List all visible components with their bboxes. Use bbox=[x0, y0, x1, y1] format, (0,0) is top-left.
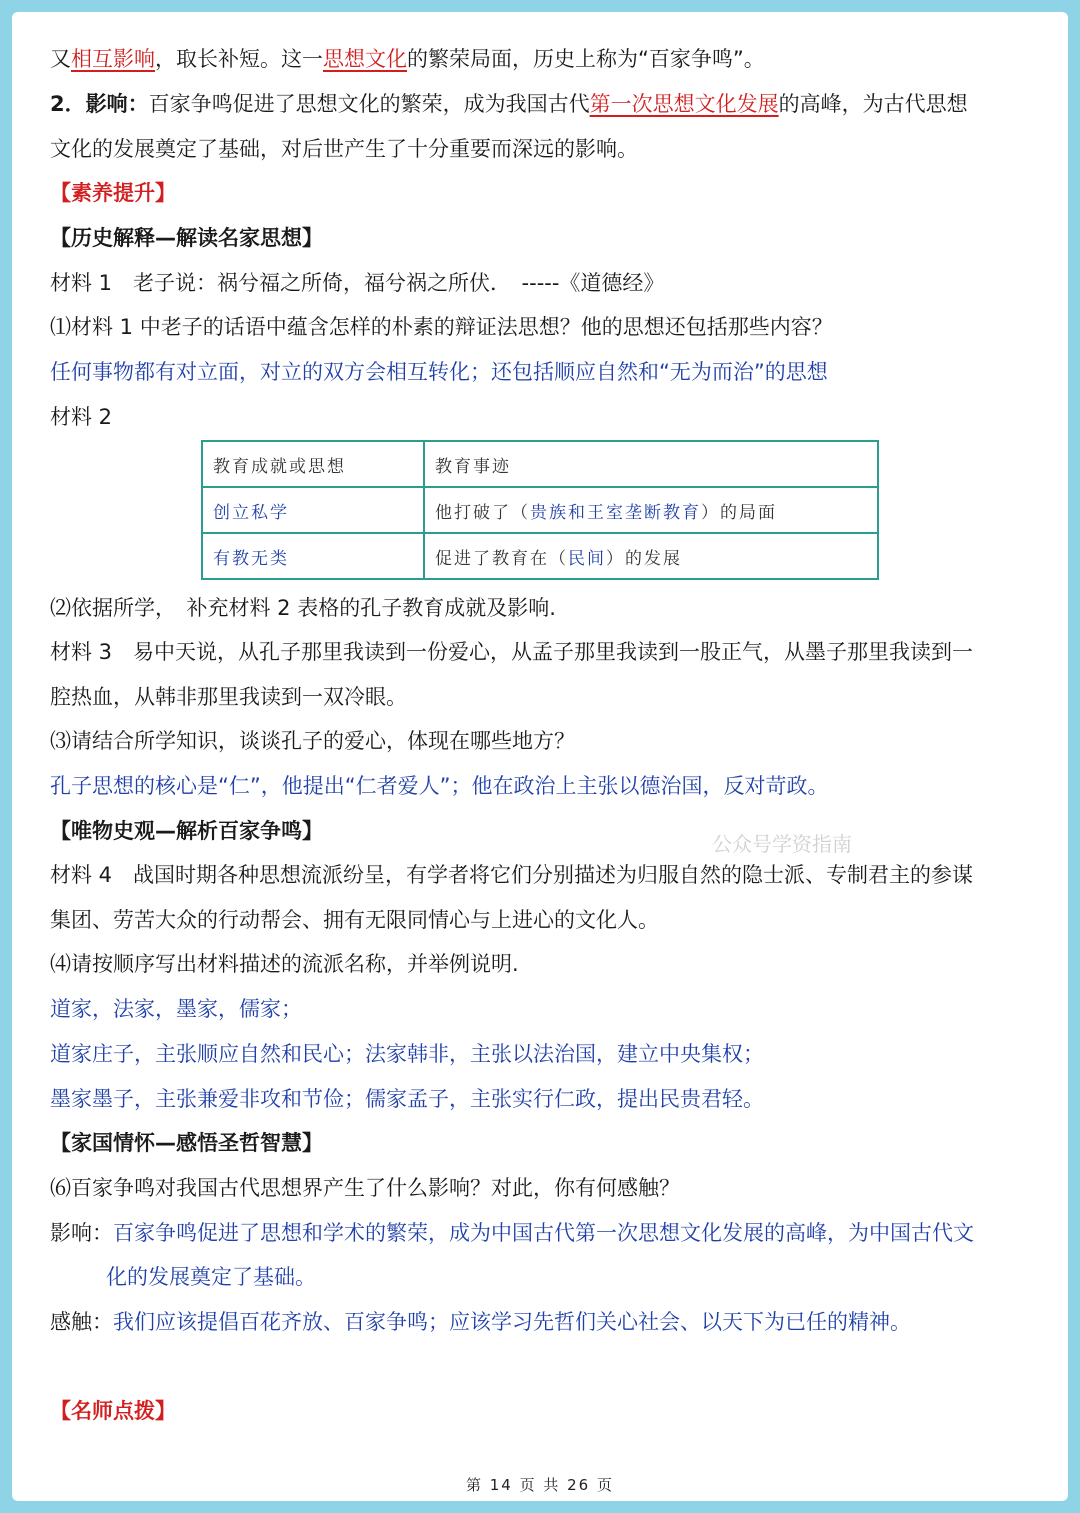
document-page bbox=[12, 12, 1068, 1501]
text-line bbox=[50, 44, 1044, 74]
question-4: ⑷请按顺序写出材料描述的流派名称，并举例说明. bbox=[50, 952, 519, 976]
question-1: ⑴材料 1 中老子的话语中蕴含怎样的朴素的辩证法思想？他的思想还包括那些内容？ bbox=[50, 315, 833, 339]
table-cell: 创立私学 bbox=[202, 487, 424, 533]
answer-6-cont: 化的发展奠定了基础。 bbox=[106, 1265, 316, 1289]
text: 又 bbox=[50, 47, 71, 71]
education-table bbox=[201, 440, 879, 580]
question-3: ⑶请结合所学知识，谈谈孔子的爱心，体现在哪些地方？ bbox=[50, 729, 575, 753]
answer-1: 任何事物都有对立面，对立的双方会相互转化；还包括顺应自然和“无为而治”的思想 bbox=[50, 360, 828, 384]
answer-label: 感触： bbox=[50, 1310, 113, 1334]
cell-text: 促进了教育在（ bbox=[435, 548, 568, 569]
answer-6 bbox=[50, 1218, 1044, 1248]
cell-text: ）的局面 bbox=[701, 502, 777, 523]
answer-text: 百家争鸣促进了思想和学术的繁荣，成为中国古代第一次思想文化发展的高峰，为中国古代文 bbox=[113, 1221, 974, 1245]
table-cell bbox=[424, 533, 878, 579]
table-row bbox=[202, 487, 878, 533]
material-3: 材料 3 易中天说，从孔子那里我读到一份爱心，从孟子那里我读到一股正气，从墨子那里我读到一 bbox=[50, 640, 974, 664]
table-header: 教育成就或思想 bbox=[202, 441, 424, 487]
cell-answer: 贵族和王室垄断教育 bbox=[530, 502, 701, 523]
section-heading: 【历史解释—解读名家思想】 bbox=[50, 226, 323, 250]
answer-label: 影响： bbox=[50, 1221, 113, 1245]
cell-answer: 民间 bbox=[568, 548, 606, 569]
text: ，取长补短。这一 bbox=[155, 47, 323, 71]
table-cell bbox=[424, 487, 878, 533]
material-2-label: 材料 2 bbox=[50, 405, 113, 429]
section-heading: 【素养提升】 bbox=[50, 181, 176, 205]
text: 百家争鸣促进了思想文化的繁荣，成为我国古代 bbox=[148, 92, 590, 116]
key-term: 思想文化 bbox=[323, 47, 407, 71]
material-3-cont: 腔热血，从韩非那里我读到一双冷眼。 bbox=[50, 685, 407, 709]
question-6: ⑹百家争鸣对我国古代思想界产生了什么影响？对此，你有何感触？ bbox=[50, 1176, 680, 1200]
question-2: ⑵依据所学， 补充材料 2 表格的孔子教育成就及影响. bbox=[50, 596, 556, 620]
table-row bbox=[202, 441, 878, 487]
page-number: 第 14 页 共 26 页 bbox=[465, 1476, 614, 1494]
cell-text: 他打破了（ bbox=[435, 502, 530, 523]
text-line bbox=[50, 89, 1044, 119]
table-cell: 有教无类 bbox=[202, 533, 424, 579]
material-4-cont: 集团、劳苦大众的行动帮会、拥有无限同情心与上进心的文化人。 bbox=[50, 908, 659, 932]
section-heading: 【唯物史观—解析百家争鸣】 bbox=[50, 819, 323, 843]
section-heading: 【名师点拨】 bbox=[50, 1399, 176, 1423]
text: 的高峰，为古代思想 bbox=[778, 92, 968, 116]
answer-4: 墨家墨子，主张兼爱非攻和节俭；儒家孟子，主张实行仁政，提出民贵君轻。 bbox=[50, 1087, 764, 1111]
key-term: 相互影响 bbox=[71, 47, 155, 71]
answer-3: 孔子思想的核心是“仁”，他提出“仁者爱人”；他在政治上主张以德治国，反对苛政。 bbox=[50, 774, 829, 798]
text-line: 文化的发展奠定了基础，对后世产生了十分重要而深远的影响。 bbox=[50, 137, 638, 161]
material-1: 材料 1 老子说：祸兮福之所倚，福兮祸之所伏． -----《道德经》 bbox=[50, 271, 665, 295]
cell-text: ）的发展 bbox=[606, 548, 682, 569]
answer-6 bbox=[50, 1307, 1044, 1337]
watermark: 公众号学资指南 bbox=[712, 832, 852, 856]
point-label: 2．影响： bbox=[50, 92, 149, 116]
material-4: 材料 4 战国时期各种思想流派纷呈，有学者将它们分别描述为归服自然的隐士派、专制君主的参谋 bbox=[50, 863, 974, 887]
answer-4: 道家，法家，墨家，儒家； bbox=[50, 997, 302, 1021]
section-heading: 【家国情怀—感悟圣哲智慧】 bbox=[50, 1131, 323, 1155]
table-header: 教育事迹 bbox=[424, 441, 878, 487]
key-term: 第一次思想文化发展 bbox=[589, 92, 779, 116]
text: 的繁荣局面，历史上称为“百家争鸣”。 bbox=[407, 47, 765, 71]
answer-text: 我们应该提倡百花齐放、百家争鸣；应该学习先哲们关心社会、以天下为已任的精神。 bbox=[113, 1310, 911, 1334]
answer-4: 道家庄子，主张顺应自然和民心；法家韩非，主张以法治国，建立中央集权； bbox=[50, 1042, 764, 1066]
table-row bbox=[202, 533, 878, 579]
